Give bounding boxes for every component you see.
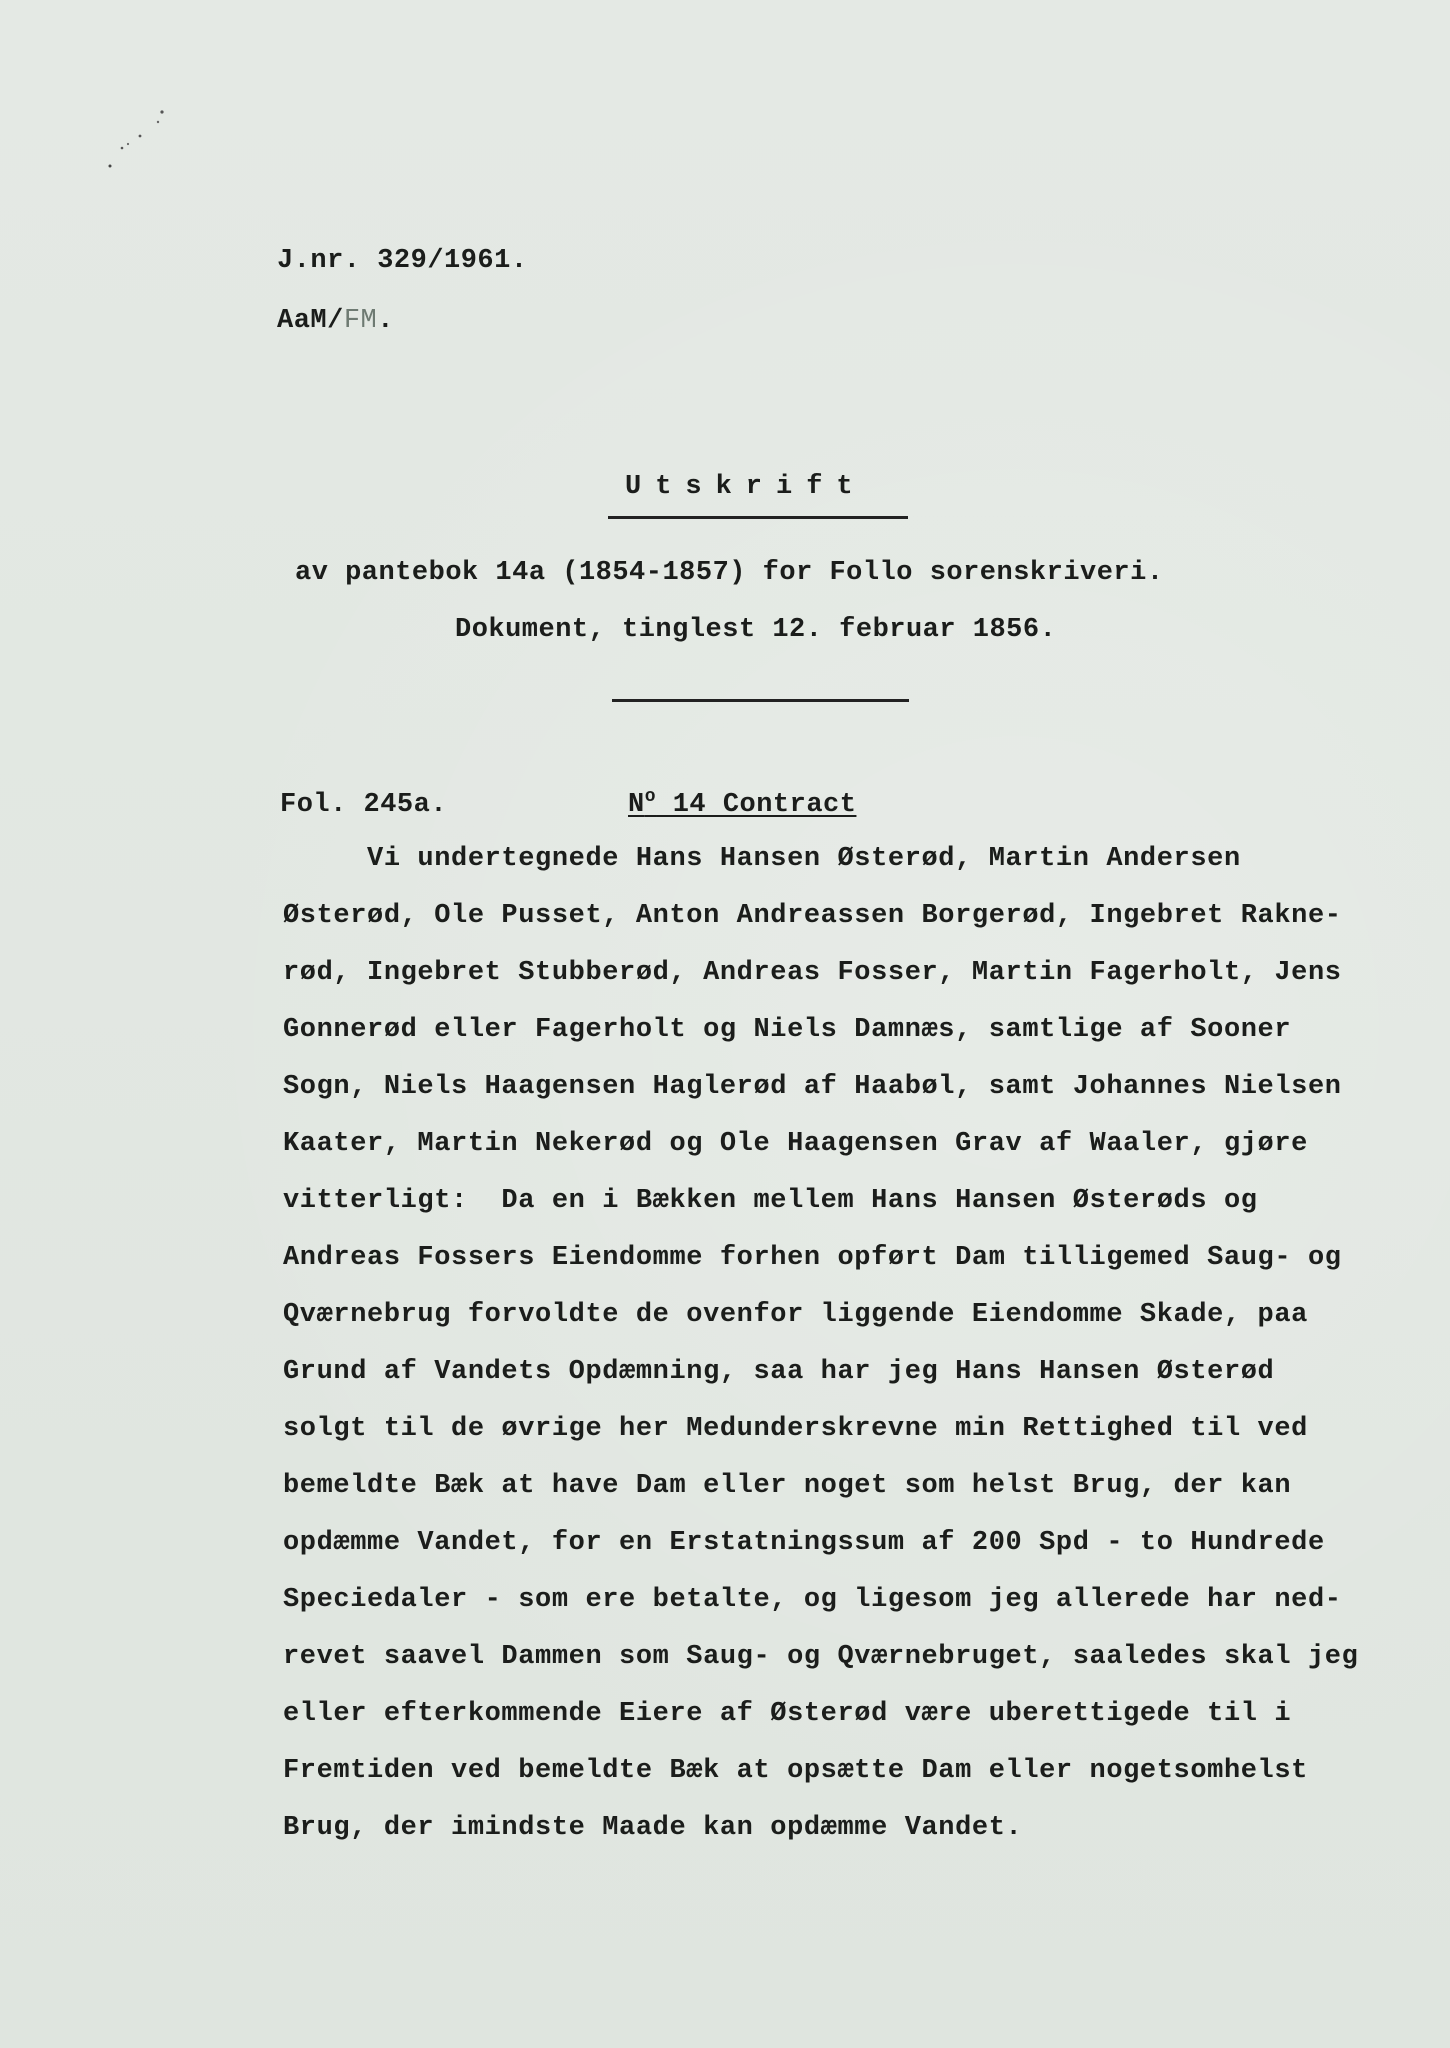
body-line: Qværnebrug forvoldte de ovenfor liggende Eiendomme Skade, paa xyxy=(283,1300,1308,1330)
body-line: Andreas Fossers Eiendomme forhen opført Dam tilligemed Saug- og xyxy=(283,1243,1342,1273)
folio-reference: Fol. 245a. xyxy=(280,790,448,820)
initials-end: . xyxy=(377,306,394,336)
initials xyxy=(277,306,394,336)
document-heading: Utskrift xyxy=(625,472,867,502)
body-line: revet saavel Dammen som Saug- og Qværnebruget, saaledes skal jeg xyxy=(283,1642,1359,1672)
paper-specks xyxy=(100,100,180,180)
body-line: Brug, der imindste Maade kan opdæmme Vandet. xyxy=(283,1813,1023,1843)
subtitle-line-1: av pantebok 14a (1854-1857) for Follo sorenskriveri. xyxy=(295,558,1164,588)
body-line: Fremtiden ved bemeldte Bæk at opsætte Dam eller nogetsomhelst xyxy=(283,1756,1308,1786)
journal-number: J.nr. 329/1961. xyxy=(277,246,528,276)
body-line: opdæmme Vandet, for en Erstatningssum af 200 Spd - to Hundrede xyxy=(283,1528,1325,1558)
body-line: Grund af Vandets Opdæmning, saa har jeg Hans Hansen Østerød xyxy=(283,1357,1275,1387)
body-line: rød, Ingebret Stubberød, Andreas Fosser, Martin Fagerholt, Jens xyxy=(283,958,1342,988)
body-line: Kaater, Martin Nekerød og Ole Haagensen Grav af Waaler, gjøre xyxy=(283,1129,1308,1159)
body-line: solgt til de øvrige her Medunderskrevne min Rettighed til ved xyxy=(283,1414,1308,1444)
number-prefix: N xyxy=(628,790,645,820)
number-rest: 14 Contract xyxy=(656,790,857,820)
body-line: Vi undertegnede Hans Hansen Østerød, Martin Andersen xyxy=(283,844,1241,874)
number-superscript: o xyxy=(644,787,657,807)
subtitle-line-2: Dokument, tinglest 12. februar 1856. xyxy=(455,615,1057,645)
body-line: bemeldte Bæk at have Dam eller noget som helst Brug, der kan xyxy=(283,1471,1292,1501)
initials-faint: FM xyxy=(343,306,378,336)
heading-underline xyxy=(608,516,908,519)
contract-number xyxy=(628,787,856,820)
body-line: Gonnerød eller Fagerholt og Niels Damnæs, samtlige af Sooner xyxy=(283,1015,1292,1045)
initials-main: AaM/ xyxy=(277,306,344,336)
body-line: Sogn, Niels Haagensen Haglerød af Haabøl, samt Johannes Nielsen xyxy=(283,1072,1342,1102)
section-divider xyxy=(612,699,909,702)
body-line: Speciedaler - som ere betalte, og ligesom jeg allerede har ned- xyxy=(283,1585,1342,1615)
body-line: vitterligt: Da en i Bækken mellem Hans Hansen Østerøds og xyxy=(283,1186,1258,1216)
body-line: Østerød, Ole Pusset, Anton Andreassen Borgerød, Ingebret Rakne- xyxy=(283,901,1342,931)
body-line: eller efterkommende Eiere af Østerød være uberettigede til i xyxy=(283,1699,1292,1729)
